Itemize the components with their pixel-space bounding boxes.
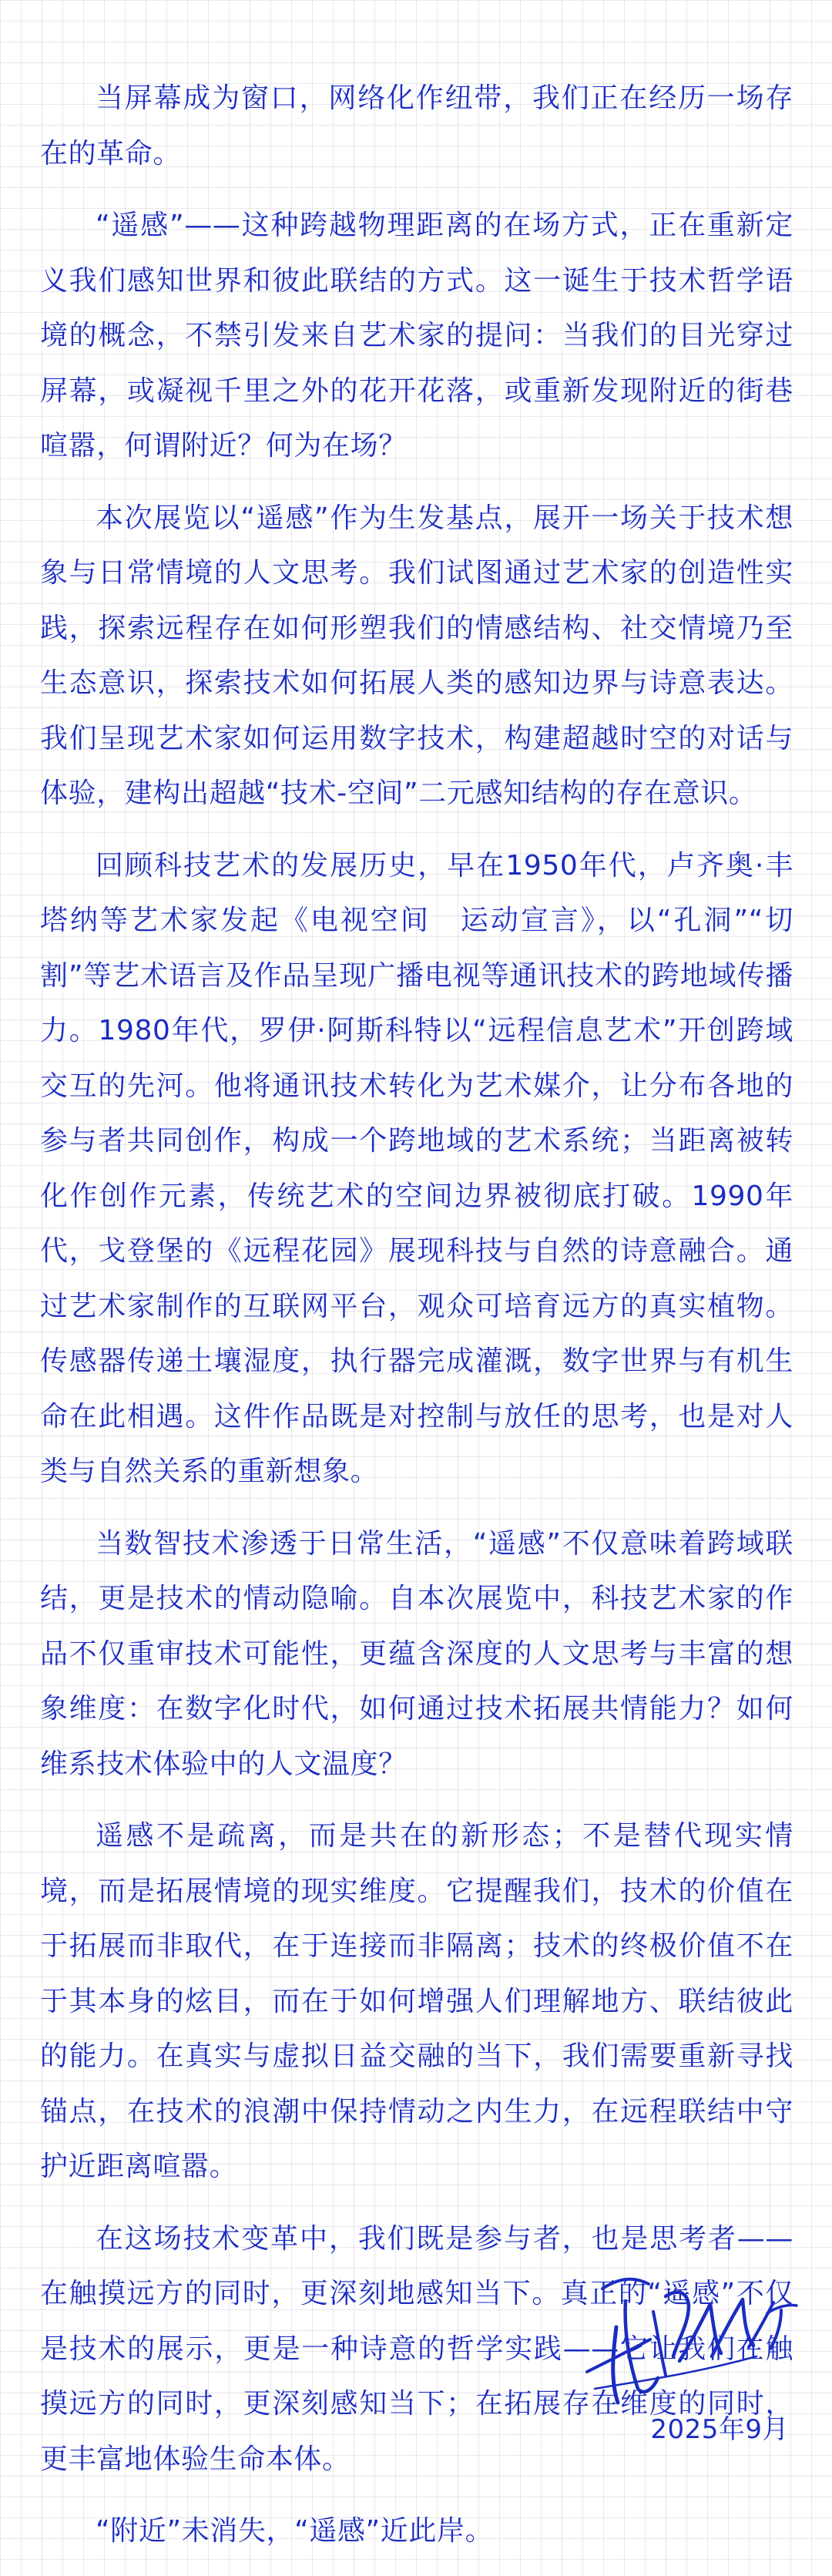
date-line: 2025年9月 xyxy=(650,2414,789,2445)
paragraph-8: “附近”未消失，“遥感”近此岸。 xyxy=(96,2515,494,2547)
paragraph-3: 本次展览以“遥感”作为生发基点，展开一场关于技术想象与日常情境的人文思考。我们试图通过艺术家的创造性实践，探索远程存在如何形塑我们的情感结构、社交情境乃至生态意识，探索技术如何拓展人类的感知边界与诗意表达。我们呈现艺术家如何运用数字技术，构建超越时空的对话与体验，建构出超越“技术-空间”二元感知结构的存在意识。 xyxy=(40,502,793,809)
paragraph-2: “遥感”——这种跨越物理距离的在场方式，正在重新定义我们感知世界和彼此联结的方式。这一诞生于技术哲学语境的概念，不禁引发来自艺术家的提问：当我们的目光穿过屏幕，或凝视千里之外的花开花落，或重新发现附近的街巷喧嚣，何谓附近？何为在场？ xyxy=(40,210,793,462)
paragraph-1: 当屏幕成为窗口，网络化作纽带，我们正在经历一场存在的革命。 xyxy=(40,82,793,170)
paragraph-5: 当数智技术渗透于日常生活，“遥感”不仅意味着跨域联结，更是技术的情动隐喻。自本次展览中，科技艺术家的作品不仅重审技术可能性，更蕴含深度的人文思考与丰富的想象维度：在数字化时代，如何通过技术拓展共情能力？如何维系技术体验中的人文温度？ xyxy=(40,1527,793,1780)
paragraph-4: 回顾科技艺术的发展历史，早在1950年代，卢齐奥·丰塔纳等艺术家发起《电视空间 运动宣言》，以“孔洞”“切割”等艺术语言及作品呈现广播电视等通讯技术的跨地域传播力。1980年代，罗伊·阿斯科特以“远程信息艺术”开创跨域交互的先河。他将通讯技术转化为艺术媒介，让分布各地的参与者共同创作，构成一个跨地域的艺术系统；当距离被转化作创作元素，传统艺术的空间边界被彻底打破。1990年代，戈登堡的《远程花园》展现科技与自然的诗意融合。通过艺术家制作的互联网平台，观众可培育远方的真实植物。传感器传递土壤湿度，执行器完成灌溉，数字世界与有机生命在此相遇。这件作品既是对控制与放任的思考，也是对人类与自然关系的重新想象。 xyxy=(40,849,793,1487)
paragraph-6: 遥感不是疏离，而是共在的新形态；不是替代现实情境，而是拓展情境的现实维度。它提醒我们，技术的价值在于拓展而非取代，在于连接而非隔离；技术的终极价值不在于其本身的炫目，而在于如何增强人们理解地方、联结彼此的能力。在真实与虚拟日益交融的当下，我们需要重新寻找锚点，在技术的浪潮中保持情动之内生力，在远程联结中守护近距离喧嚣。 xyxy=(40,1820,793,2182)
article-body xyxy=(40,71,793,2576)
handwritten-signature xyxy=(579,2265,803,2412)
paragraph-7: 在这场技术变革中，我们既是参与者，也是思考者——在触摸远方的同时，更深刻地感知当下。真正的“遥感”不仅是技术的展示，更是一种诗意的哲学实践——它让我们在触摸远方的同时，更深刻感知当下；在拓展存在维度的同时，更丰富地体验生命本体。 xyxy=(40,2222,793,2475)
